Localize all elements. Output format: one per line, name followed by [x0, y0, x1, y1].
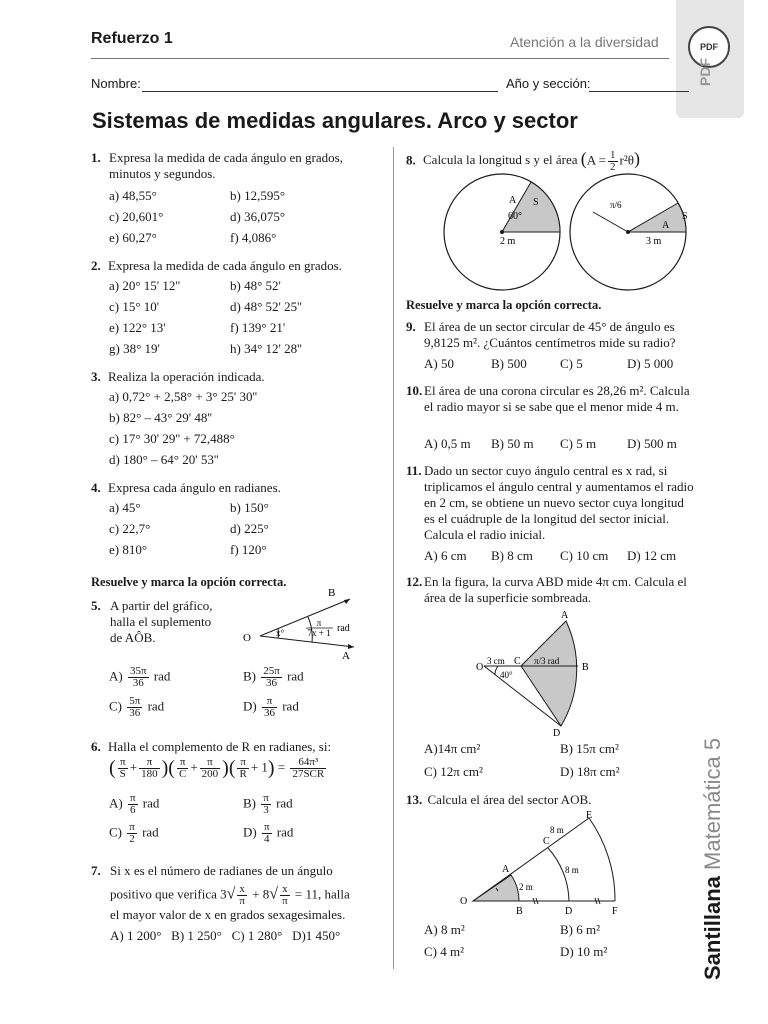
q9-option-d: D) 5 000	[627, 356, 674, 371]
q8-fig2-r: 3 m	[646, 236, 662, 247]
q7-line-3: el mayor valor de x en grados sexagesimales.	[110, 907, 346, 922]
q2-option-h: h) 34° 12' 28''	[230, 341, 302, 356]
frac-den: 36	[132, 677, 144, 689]
q5-frac-den: 7x + 1	[307, 628, 331, 638]
q7-line-2a: positivo que verifica 3	[110, 886, 227, 902]
anio-label: Año y sección:	[506, 76, 591, 91]
question-11	[406, 463, 696, 543]
q8-fig2-angle: π/6	[610, 200, 622, 210]
frac-num: π	[263, 821, 270, 833]
frac-num: 64π³	[290, 757, 326, 769]
q1-option-a: a) 48,55°	[109, 188, 157, 203]
frac-num: 25π	[263, 665, 280, 677]
q12-label-D: D	[553, 728, 561, 738]
attention-label: Atención a la diversidad	[510, 34, 659, 50]
frac-num: 1	[610, 149, 616, 161]
q10-option-d: D) 500 m	[627, 436, 677, 451]
q6-equation: ( $\frac{\pi}{S}$ + $\frac{\pi}{180}$ )( $\frac{\pi}{C}$ + $\frac{\pi}{200}$ )( $\frac{\pi}{R}$ + 1) = $\frac{\text{64π³}}{\text{27SCR}}$	[109, 756, 325, 780]
q2-option-f: f) 139° 21'	[230, 320, 286, 335]
q1-option-f: f) 4,086°	[230, 230, 277, 245]
question-number: 1.	[91, 150, 101, 165]
q9-option-a: A) 50	[424, 356, 454, 371]
frac-den: π	[282, 895, 288, 907]
q8-fig1-r: 2 m	[500, 236, 516, 247]
question-number: 3.	[91, 369, 101, 384]
nombre-label: Nombre:	[91, 76, 141, 91]
frac-den: 36	[129, 707, 141, 719]
q5-line-2: halla el suplemento	[110, 614, 212, 629]
question-3	[91, 369, 265, 385]
q4-option-a: a) 45°	[109, 500, 141, 515]
option-label: D)	[243, 698, 257, 714]
question-number: 8.	[406, 152, 416, 168]
q9-option-b: B) 500	[491, 356, 527, 371]
q4-option-d: d) 225°	[230, 521, 269, 536]
option-label: D)	[243, 824, 257, 840]
q2-option-b: b) 48° 52'	[230, 278, 281, 293]
q5-option-b	[243, 666, 304, 689]
q12-label-40: 40°	[500, 670, 513, 680]
q5-frac-num: π	[316, 618, 322, 628]
question-text: El área de un sector circular de 45° de ángulo es 9,8125 m². ¿Cuántos centímetros mide su radio?	[424, 319, 676, 350]
option-label: C)	[109, 698, 122, 714]
q5-figure	[240, 585, 370, 660]
brand-label	[700, 738, 726, 980]
question-number: 12.	[406, 574, 423, 589]
q5-line-3: de AÔB.	[110, 630, 156, 645]
question-number: 13.	[406, 792, 423, 807]
q5-option-d	[243, 696, 299, 719]
option-unit: rad	[153, 668, 171, 684]
question-5	[91, 598, 101, 614]
formula-rest: r²θ	[619, 152, 634, 168]
frac-den: R	[239, 768, 247, 780]
option-unit: rad	[276, 824, 294, 840]
frac-num: π	[262, 696, 277, 708]
q12-option-d: D) 18π cm²	[560, 764, 620, 779]
frac-den: 180	[141, 768, 158, 780]
q1-option-e: e) 60,27°	[109, 230, 157, 245]
q12-label-O: O	[476, 662, 484, 673]
q5-option-c	[109, 696, 164, 719]
question-9	[406, 319, 696, 351]
q13-label-F: F	[612, 906, 618, 917]
q4-option-e: e) 810°	[109, 542, 148, 557]
formula-A: A =	[586, 152, 607, 168]
option-label: A)	[109, 668, 123, 684]
option-label: B)	[243, 795, 256, 811]
header-rule	[91, 58, 669, 59]
q11-option-a: A) 6 cm	[424, 548, 467, 563]
q5-rad: rad	[337, 623, 350, 634]
q8-fig2-S: S	[682, 211, 688, 222]
q13-label-O: O	[460, 896, 468, 907]
question-10	[406, 383, 696, 415]
q1-option-b: b) 12,595°	[230, 188, 286, 203]
frac-den: 3	[263, 804, 269, 816]
frac-num: π	[118, 757, 128, 769]
q1-option-d: d) 36,075°	[230, 209, 286, 224]
q13-label-B: B	[516, 906, 523, 917]
q12-figure	[470, 608, 610, 738]
q3-option-c: c) 17° 30' 29'' + 72,488°	[109, 431, 235, 446]
option-label: A)	[109, 795, 123, 811]
q4-option-f: f) 120°	[230, 542, 267, 557]
option-label: B)	[243, 668, 256, 684]
q5-angle-x: x°	[276, 628, 285, 638]
q7-line-1: Si x es el número de radianes de un ángulo	[110, 863, 333, 878]
q5-label-B: B	[328, 587, 336, 599]
nombre-field[interactable]	[142, 91, 498, 92]
q10-option-b: B) 50 m	[491, 436, 534, 451]
q5-option-a	[109, 666, 170, 689]
question-number: 4.	[91, 480, 101, 495]
q2-option-d: d) 48° 52' 25''	[230, 299, 302, 314]
q9-option-c: C) 5	[560, 356, 583, 371]
q10-option-a: A) 0,5 m	[424, 436, 471, 451]
frac-den: 36	[263, 707, 275, 719]
pdf-badge-text: PDF	[700, 42, 718, 52]
question-text: Expresa cada ángulo en radianes.	[108, 480, 281, 495]
question-7	[91, 863, 101, 879]
q7-line-2b: + 8	[252, 886, 270, 902]
q6-option-c	[109, 822, 159, 845]
section-title-right: Resuelve y marca la opción correcta.	[406, 298, 602, 312]
q7-line-2: positivo que verifica 3√ $\frac{x}{\pi}$ + 8√ $\frac{x}{\pi}$ = 11, halla	[110, 883, 350, 907]
q6-option-a	[109, 793, 159, 816]
q13-figure	[455, 808, 635, 918]
column-divider	[393, 147, 394, 969]
q13-label-8m-b: 8 m	[565, 865, 579, 875]
q13-label-8m-a: 8 m	[550, 825, 564, 835]
q5-label-O: O	[243, 632, 251, 644]
q4-option-b: b) 150°	[230, 500, 269, 515]
q13-option-b: B) 6 m²	[560, 922, 601, 937]
frac-num: π	[200, 757, 221, 769]
question-number: 2.	[91, 258, 101, 273]
q4-option-c: c) 22,7°	[109, 521, 151, 536]
question-number: 10.	[406, 383, 423, 398]
question-2	[91, 258, 342, 274]
q8-fig1-angle: 60°	[508, 211, 522, 222]
q6-option-b	[243, 793, 293, 816]
question-number: 7.	[91, 863, 101, 878]
question-number: 5.	[91, 598, 101, 613]
brand-subject: Matemática 5	[700, 737, 725, 870]
q7-options: A) 1 200° B) 1 250° C) 1 280° D)1 450°	[110, 928, 341, 943]
frac-num: 5π	[129, 695, 141, 707]
q13-label-2m: 2 m	[519, 882, 533, 892]
q13-option-a: A) 8 m²	[424, 922, 465, 937]
q5-line-1: A partir del gráfico,	[110, 598, 213, 613]
frac-den: 4	[264, 833, 270, 845]
frac-num: π	[129, 792, 136, 804]
frac-num: π	[177, 757, 188, 769]
pdf-vertical-label: PDF	[697, 58, 713, 86]
option-unit: rad	[142, 824, 159, 840]
q12-label-3cm: 3 cm	[487, 656, 505, 666]
frac-num: π	[237, 757, 248, 769]
frac-num: x	[280, 884, 290, 896]
q3-option-a: a) 0,72° + 2,58° + 3° 25' 30''	[109, 389, 258, 404]
frac-num: x	[237, 884, 247, 896]
frac-num: π	[139, 757, 160, 769]
question-number: 11.	[406, 463, 422, 478]
option-unit: rad	[282, 698, 299, 714]
option-unit: rad	[287, 668, 304, 684]
q13-option-d: D) 10 m²	[560, 944, 608, 959]
question-number: 6.	[91, 739, 101, 754]
q2-option-e: e) 122° 13'	[109, 320, 166, 335]
frac-den: 200	[201, 768, 219, 780]
frac-den: S	[119, 768, 126, 780]
question-1	[91, 150, 381, 181]
q6-option-d	[243, 822, 293, 845]
question-text: Calcula el área del sector AOB.	[427, 792, 592, 807]
question-number: 9.	[406, 319, 416, 334]
frac-num: π	[263, 792, 269, 804]
q5-label-A: A	[342, 650, 350, 660]
frac-den: 2	[129, 833, 135, 845]
option-unit: rad	[142, 795, 160, 811]
question-text: Expresa la medida de cada ángulo en grados.	[108, 258, 342, 273]
frac-den: π	[239, 895, 245, 907]
option-unit: rad	[147, 698, 165, 714]
q13-label-A: A	[502, 864, 510, 875]
q12-option-b: B) 15π cm²	[560, 741, 619, 756]
q8-figures	[420, 172, 700, 294]
q2-option-g: g) 38° 19'	[109, 341, 160, 356]
question-6	[91, 739, 331, 755]
question-text: En la figura, la curva ABD mide 4π cm. Calcula el área de la superficie sombreada.	[424, 574, 687, 605]
q10-option-c: C) 5 m	[560, 436, 597, 451]
q12-label-B: B	[582, 662, 589, 673]
frac-den: C	[178, 768, 187, 780]
q8-fig2-A: A	[662, 220, 670, 231]
question-text: Calcula la longitud s y el área	[423, 152, 578, 168]
q1-option-c: c) 20,601°	[109, 209, 164, 224]
q12-option-a: A)14π cm²	[424, 741, 481, 756]
frac-den: 2	[610, 161, 616, 173]
brand-name: Santillana	[700, 876, 725, 980]
q8-fig1-A: A	[509, 195, 517, 206]
anio-field[interactable]	[589, 91, 689, 92]
question-4	[91, 480, 281, 496]
q3-option-d: d) 180° – 64° 20' 53''	[109, 452, 219, 467]
q12-label-C: C	[514, 656, 521, 667]
option-unit: rad	[276, 795, 293, 811]
frac-num: π	[129, 821, 135, 833]
frac-den: 27SCR	[292, 768, 325, 780]
question-text: Expresa la medida de cada ángulo en grados, minutos y segundos.	[109, 150, 343, 181]
q11-option-c: C) 10 cm	[560, 548, 609, 563]
page-title: Sistemas de medidas angulares. Arco y sector	[92, 108, 578, 133]
q11-option-b: B) 8 cm	[491, 548, 533, 563]
q11-option-d: D) 12 cm	[627, 548, 677, 563]
q12-option-c: C) 12π cm²	[424, 764, 483, 779]
question-8: 8. Calcula la longitud s y el área (A = $\frac{1}{2}$ r²θ)	[406, 148, 640, 173]
q13-label-E: E	[586, 810, 593, 821]
q7-line-2c: = 11, halla	[294, 886, 350, 902]
q12-label-A: A	[561, 610, 569, 621]
question-text: Halla el complemento de R en radianes, si:	[108, 739, 332, 754]
q2-option-a: a) 20° 15' 12''	[109, 278, 181, 293]
plus-one: + 1	[250, 759, 268, 775]
frac-num: 35π	[129, 665, 147, 677]
q12-label-rad: π/3 rad	[534, 656, 560, 666]
frac-den: 6	[130, 804, 136, 816]
q3-option-b: b) 82° – 43° 29' 48''	[109, 410, 213, 425]
q13-label-D: D	[565, 906, 573, 917]
section-title-left: Resuelve y marca la opción correcta.	[91, 575, 287, 589]
refuerzo-label: Refuerzo 1	[91, 30, 173, 47]
question-text: Dado un sector cuyo ángulo central es x rad, si triplicamos el ángulo central y aumentamos el radio en 2 cm, se obtiene un nuevo sector cuya longitud es el cuádruple de la longitud del sector inicial. Calcula el radio inicial.	[424, 463, 694, 542]
question-12	[406, 574, 696, 606]
question-text: Realiza la operación indicada.	[108, 369, 265, 384]
q13-option-c: C) 4 m²	[424, 944, 465, 959]
frac-den: 36	[266, 677, 278, 689]
q2-option-c: c) 15° 10'	[109, 299, 160, 314]
q8-fig1-S: S	[533, 197, 539, 208]
q13-label-C: C	[543, 836, 550, 847]
question-text: El área de una corona circular es 28,26 m². Calcula el radio mayor si se sabe que el menor mide 4 m.	[424, 383, 690, 414]
option-label: C)	[109, 824, 122, 840]
question-13	[406, 792, 591, 808]
